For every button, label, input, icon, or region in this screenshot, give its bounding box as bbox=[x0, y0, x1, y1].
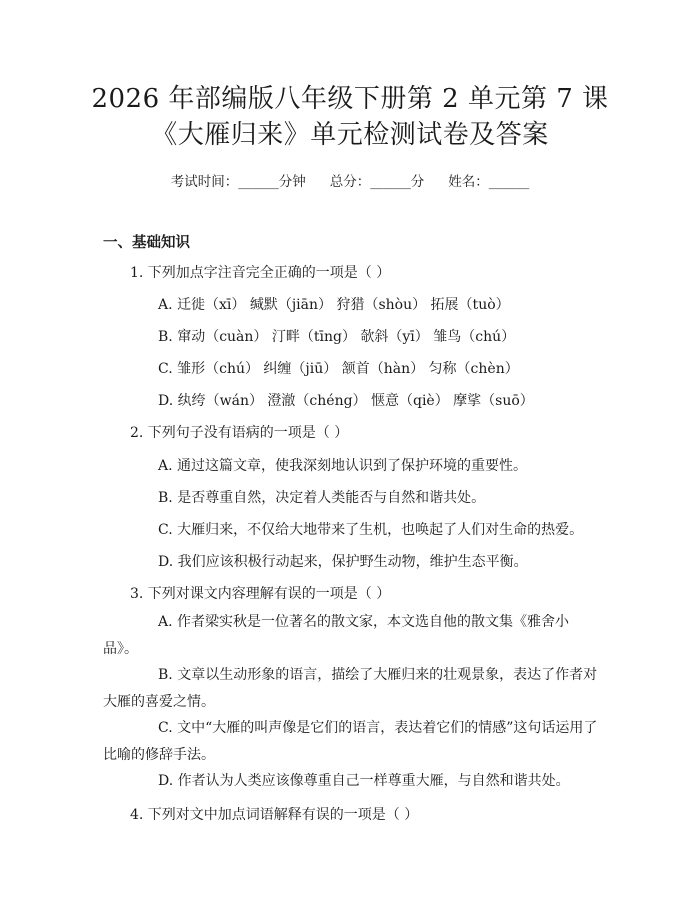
student-name: 姓名：______ bbox=[448, 174, 530, 190]
exam-info bbox=[0, 170, 700, 190]
question-2-option-c: C. 大雁归来，不仅给大地带来了生机，也唤起了人们对生命的热爱。 bbox=[158, 522, 584, 538]
question-1-option-d: D. 纨绔（wán） 澄澈（chéng） 惬意（qiè） 摩挲（suō） bbox=[158, 393, 534, 409]
title-line-2: 《大雁归来》单元检测试卷及答案 bbox=[151, 120, 549, 150]
question-2-option-a: A. 通过这篇文章，使我深刻地认识到了保护环境的重要性。 bbox=[158, 458, 528, 474]
question-2-option-d: D. 我们应该积极行动起来，保护野生动物，维护生态平衡。 bbox=[158, 554, 528, 570]
question-2-option-b: B. 是否尊重自然，决定着人类能否与自然和谐共处。 bbox=[158, 490, 486, 506]
question-4-stem: 4. 下列对文中加点词语解释有误的一项是（ ） bbox=[130, 807, 419, 823]
question-3-option-a: A. 作者梁实秋是一位著名的散文家，本文选自他的散文集《雅舍小品》。 bbox=[103, 614, 570, 657]
question-3-stem: 3. 下列对课文内容理解有误的一项是（ ） bbox=[130, 586, 391, 602]
question-1-option-a: A. 迁徙（xī） 缄默（jiān） 狩猎（shòu） 拓展（tuò） bbox=[158, 297, 510, 313]
question-2-stem: 2. 下列句子没有语病的一项是（ ） bbox=[130, 425, 349, 441]
title-line-1: 2026 年部编版八年级下册第 2 单元第 7 课 bbox=[91, 84, 609, 114]
question-3-option-d: D. 作者认为人类应该像尊重自己一样尊重大雁，与自然和谐共处。 bbox=[158, 773, 570, 789]
total-score: 总分：______分 bbox=[329, 174, 425, 190]
question-1-option-c: C. 雏形（chú） 纠缠（jiū） 颔首（hàn） 匀称（chèn） bbox=[158, 361, 519, 377]
question-1-option-b: B. 窜动（cuàn） 汀畔（tīng） 欹斜（yī） 雏鸟（chú） bbox=[158, 329, 516, 345]
question-1-stem: 1. 下列加点字注音完全正确的一项是（ ） bbox=[130, 265, 391, 281]
section-heading: 一、基础知识 bbox=[103, 235, 190, 251]
question-3-option-c: C. 文中“大雁的叫声像是它们的语言，表达着它们的情感”这句话运用了比喻的修辞手法。 bbox=[103, 720, 598, 763]
exam-time: 考试时间：______分钟 bbox=[170, 174, 306, 190]
question-3-option-b: B. 文章以生动形象的语言，描绘了大雁归来的壮观景象，表达了作者对大雁的喜爱之情。 bbox=[103, 667, 598, 710]
